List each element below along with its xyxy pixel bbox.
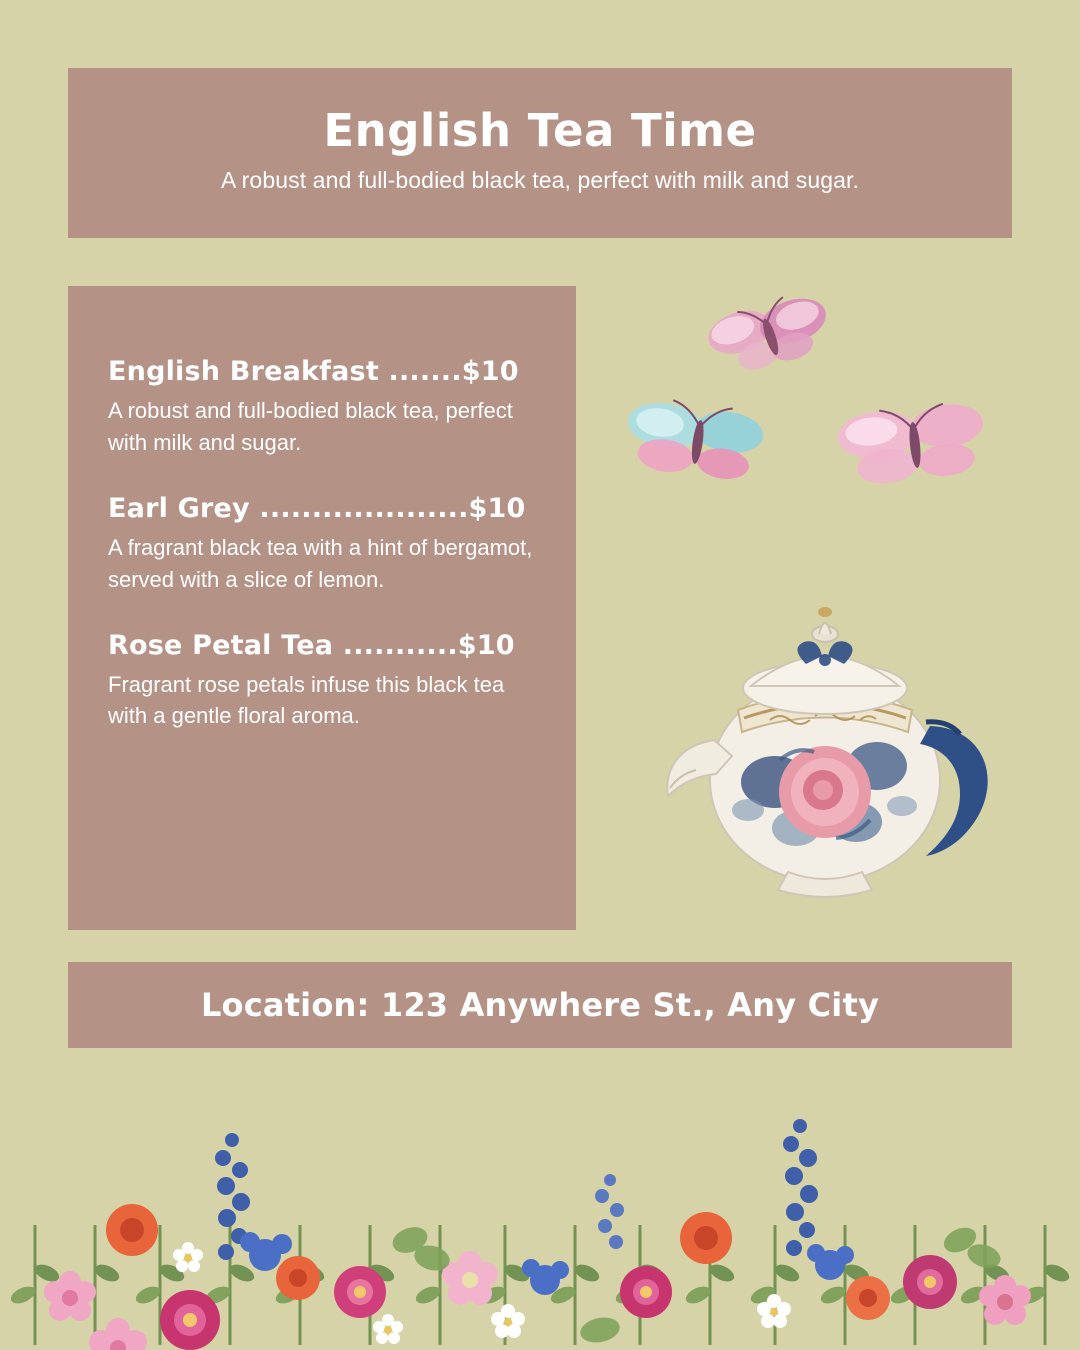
header-banner xyxy=(68,68,1012,238)
menu-item-description: A fragrant black tea with a hint of bergamot, served with a slice of lemon. xyxy=(108,534,533,592)
menu-item-description: A robust and full-bodied black tea, perfect with milk and sugar. xyxy=(108,398,513,455)
header-subtitle: A robust and full-bodied black tea, perfect with milk and sugar. xyxy=(221,167,859,193)
list-item xyxy=(108,356,536,459)
list-item xyxy=(108,493,536,596)
flower-border-icon xyxy=(0,1030,1080,1350)
menu-item-title: English Breakfast .......$10 xyxy=(108,356,519,387)
location-banner xyxy=(68,962,1012,1048)
menu-item-description: Fragrant rose petals infuse this black tea with a gentle floral aroma. xyxy=(108,671,505,729)
butterflies-icon xyxy=(620,280,1020,550)
menu-item-title: Rose Petal Tea ...........$10 xyxy=(108,629,515,661)
teapot-icon xyxy=(620,560,1020,940)
list-item xyxy=(108,630,536,733)
menu-panel xyxy=(68,286,576,930)
menu-item-title: Earl Grey ....................$10 xyxy=(108,492,526,524)
location-text: Location: 123 Anywhere St., Any City xyxy=(200,986,880,1024)
page-title: English Tea Time xyxy=(323,104,757,157)
